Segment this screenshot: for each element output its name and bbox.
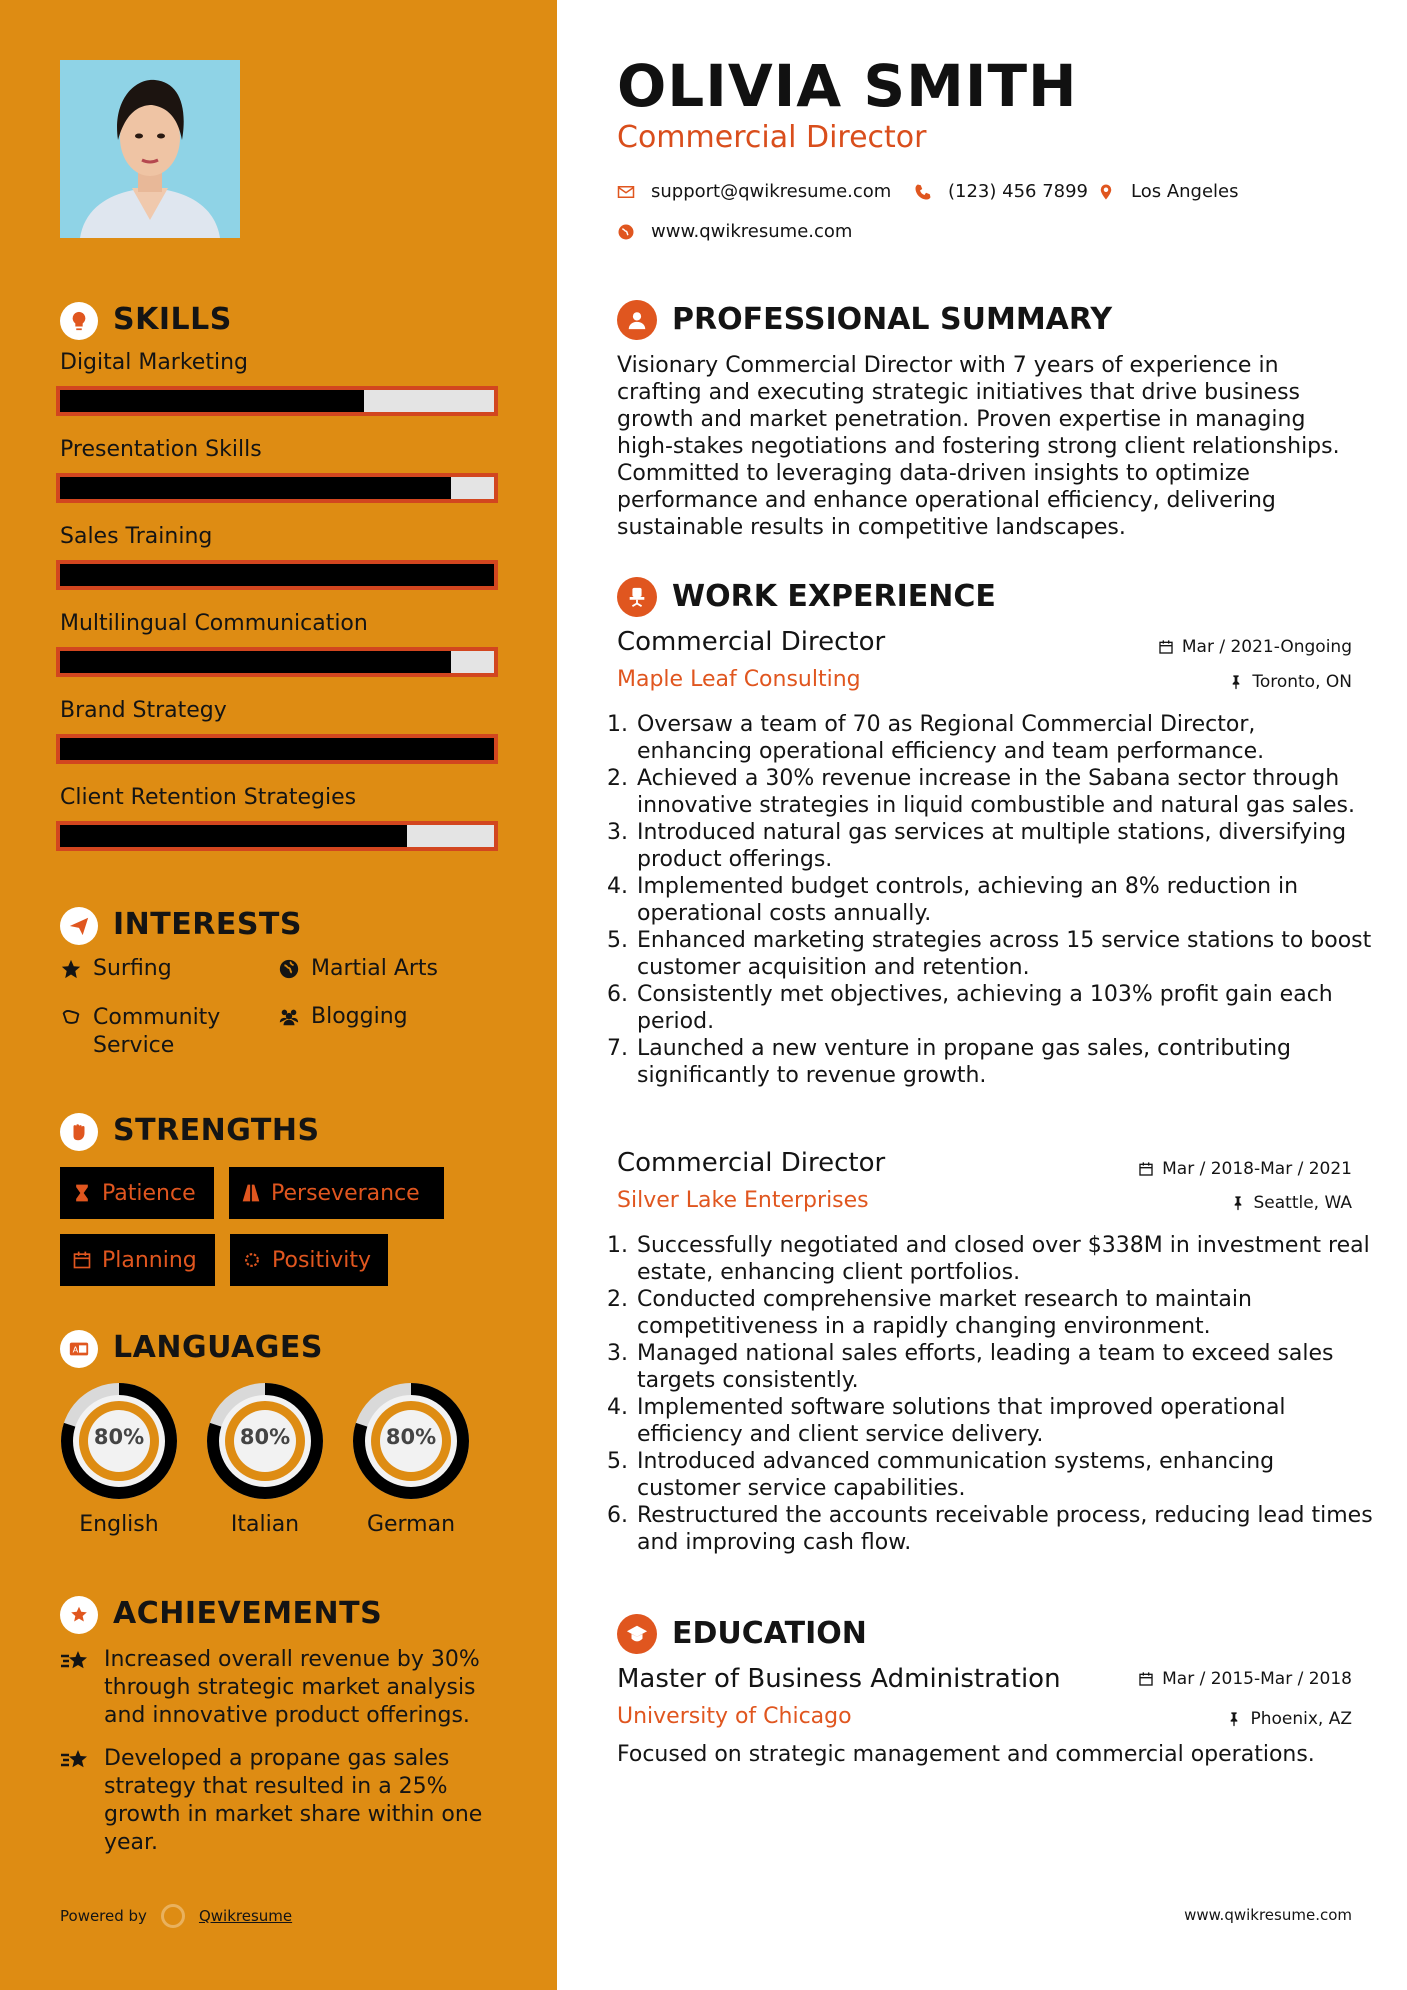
strength-label: Patience xyxy=(102,1180,196,1206)
job-location-text: Toronto, ON xyxy=(1252,672,1352,692)
phone-icon xyxy=(914,183,932,201)
skill-name: Presentation Skills xyxy=(60,437,262,462)
achievement-text: Developed a propane gas sales strategy that resulted in a 25% growth in market share within one year. xyxy=(104,1746,483,1855)
list-item: 3. Managed national sales efforts, leading a team to exceed sales targets consistently. xyxy=(635,1340,1375,1394)
pushpin-icon xyxy=(1228,674,1244,690)
star-badge-icon xyxy=(68,1604,90,1626)
language-percent: 80% xyxy=(239,1425,291,1449)
achievement-text: Increased overall revenue by 30% through strategic market analysis and innovative product offerings. xyxy=(104,1647,480,1728)
translate-icon xyxy=(68,1338,90,1360)
list-item: 1. Successfully negotiated and closed over $338M in investment real estate, enhancing client portfolios. xyxy=(635,1232,1375,1286)
skill-name: Digital Marketing xyxy=(60,350,248,375)
calendar-icon xyxy=(1138,1671,1154,1687)
phone-text: (123) 456 7899 xyxy=(948,181,1089,202)
graduation-cap-icon xyxy=(626,1623,648,1645)
languages-section-icon xyxy=(60,1330,98,1368)
interest-item xyxy=(60,956,172,982)
list-item: 6. Restructured the accounts receivable process, reducing lead times and improving cash flow. xyxy=(635,1502,1375,1556)
skill-bar-fill xyxy=(60,477,451,499)
envelope-icon xyxy=(617,183,635,201)
skill-bar-fill xyxy=(60,738,494,760)
language-name: German xyxy=(366,1512,456,1537)
strength-badge xyxy=(230,1234,388,1286)
lightbulb-icon xyxy=(68,310,90,332)
sun-icon xyxy=(242,1250,262,1270)
language-ring xyxy=(350,1380,472,1502)
job-dates-text: Mar / 2018-Mar / 2021 xyxy=(1162,1159,1352,1179)
education-description: Focused on strategic management and commercial operations. xyxy=(617,1742,1315,1767)
location-text: Los Angeles xyxy=(1131,181,1239,202)
pushpin-icon xyxy=(1230,1195,1246,1211)
strength-label: Planning xyxy=(102,1247,197,1273)
skills-section-icon xyxy=(60,302,98,340)
calendar-icon xyxy=(72,1250,92,1270)
powered-by xyxy=(60,1904,292,1928)
languages-title: LANGUAGES xyxy=(113,1330,323,1365)
skill-name: Multilingual Communication xyxy=(60,611,368,636)
language-ring xyxy=(58,1380,180,1502)
achievements-section-icon xyxy=(60,1596,98,1634)
job-dates xyxy=(1138,1159,1352,1179)
paper-plane-icon xyxy=(68,915,90,937)
contact-phone[interactable] xyxy=(914,181,1088,202)
education-dates-text: Mar / 2015-Mar / 2018 xyxy=(1162,1669,1352,1689)
skill-name: Sales Training xyxy=(60,524,213,549)
candidate-role: Commercial Director xyxy=(617,120,927,155)
contact-location xyxy=(1097,181,1239,202)
language-item xyxy=(58,1380,180,1537)
education-location-text: Phoenix, AZ xyxy=(1250,1709,1352,1729)
users-icon xyxy=(278,1006,302,1030)
list-item: 3. Introduced natural gas services at multiple stations, diversifying product offerings. xyxy=(635,819,1375,873)
job-company: Silver Lake Enterprises xyxy=(617,1188,869,1213)
office-chair-icon xyxy=(626,586,648,608)
email-text: support@qwikresume.com xyxy=(651,181,892,202)
skill-bar xyxy=(56,734,498,764)
strengths-section-icon xyxy=(60,1113,98,1151)
map-pin-icon xyxy=(1097,183,1115,201)
achievement-item xyxy=(60,1745,500,1857)
fist-icon xyxy=(68,1121,90,1143)
interest-label: Surfing xyxy=(93,956,172,981)
language-item xyxy=(350,1380,472,1537)
calendar-icon xyxy=(1138,1161,1154,1177)
education-title: EDUCATION xyxy=(672,1616,867,1651)
list-item: 4. Implemented budget controls, achieving an 8% reduction in operational costs annually. xyxy=(635,873,1375,927)
skill-bar xyxy=(56,821,498,851)
list-item: 7. Launched a new venture in propane gas sales, contributing significantly to revenue growth. xyxy=(635,1035,1375,1089)
svg-text:A: A xyxy=(72,1344,79,1355)
list-item: 1. Oversaw a team of 70 as Regional Commercial Director, enhancing operational efficiency and team performance. xyxy=(635,711,1375,765)
skill-bar-fill xyxy=(60,390,364,412)
qwikresume-link[interactable]: Qwikresume xyxy=(198,1907,293,1925)
interest-label: Community Service xyxy=(93,1005,221,1058)
hand-icon xyxy=(60,1006,84,1030)
language-ring xyxy=(204,1380,326,1502)
skill-bar-fill xyxy=(60,564,494,586)
globe-icon xyxy=(617,223,635,241)
job-location-text: Seattle, WA xyxy=(1253,1193,1352,1213)
strength-badge xyxy=(60,1167,214,1219)
skill-bar xyxy=(56,386,498,416)
road-icon xyxy=(241,1183,261,1203)
language-item xyxy=(204,1380,326,1537)
skills-title: SKILLS xyxy=(113,302,232,337)
skill-bar xyxy=(56,473,498,503)
skill-bar-fill xyxy=(60,651,451,673)
degree-title: Master of Business Administration xyxy=(617,1664,1061,1694)
skill-bar xyxy=(56,560,498,590)
calendar-icon xyxy=(1158,639,1174,655)
interest-item xyxy=(278,956,438,982)
strength-label: Positivity xyxy=(272,1247,372,1273)
job-responsibilities xyxy=(617,1232,1375,1556)
skill-name: Brand Strategy xyxy=(60,698,227,723)
profile-photo xyxy=(60,60,240,238)
star-icon xyxy=(60,958,84,982)
contact-website[interactable] xyxy=(617,221,852,242)
list-item: 5. Enhanced marketing strategies across 15 service stations to boost customer acquisition and retention. xyxy=(635,927,1375,981)
job-title: Commercial Director xyxy=(617,627,886,657)
experience-section-icon xyxy=(617,577,657,617)
interests-section-icon xyxy=(60,907,98,945)
skill-bar xyxy=(56,647,498,677)
strengths-title: STRENGTHS xyxy=(113,1113,320,1148)
education-section-icon xyxy=(617,1614,657,1654)
achievement-item xyxy=(60,1646,500,1730)
list-item: 6. Consistently met objectives, achieving a 103% profit gain each period. xyxy=(635,981,1375,1035)
language-percent: 80% xyxy=(93,1425,145,1449)
pushpin-icon xyxy=(1226,1711,1242,1727)
language-percent: 80% xyxy=(385,1425,437,1449)
language-name: English xyxy=(79,1512,159,1537)
contact-email[interactable] xyxy=(617,181,891,202)
candidate-name: OLIVIA SMITH xyxy=(617,52,1078,120)
interest-label: Blogging xyxy=(311,1004,408,1029)
list-item: 4. Implemented software solutions that improved operational efficiency and client service delivery. xyxy=(635,1394,1375,1448)
list-item: 2. Achieved a 30% revenue increase in the Sabana sector through innovative strategies in liquid combustible and natural gas sales. xyxy=(635,765,1375,819)
skill-name: Client Retention Strategies xyxy=(60,785,357,810)
job-dates-text: Mar / 2021-Ongoing xyxy=(1181,637,1352,657)
shooting-star-icon xyxy=(60,1648,94,1678)
experience-title: WORK EXPERIENCE xyxy=(672,579,996,614)
interest-item xyxy=(60,1004,250,1060)
interest-item xyxy=(278,1004,408,1030)
language-name: Italian xyxy=(230,1512,300,1537)
education-dates xyxy=(1138,1669,1352,1689)
interest-label: Martial Arts xyxy=(311,956,439,981)
job-location xyxy=(1230,1193,1353,1213)
summary-title: PROFESSIONAL SUMMARY xyxy=(672,302,1113,337)
list-item: 2. Conducted comprehensive market research to maintain competitiveness in a rapidly changing environment. xyxy=(635,1286,1375,1340)
powered-by-label: Powered by xyxy=(60,1907,147,1925)
job-company: Maple Leaf Consulting xyxy=(617,667,861,692)
footer-website-link[interactable]: www.qwikresume.com xyxy=(1184,1906,1352,1924)
globe-icon xyxy=(278,958,302,982)
school-name: University of Chicago xyxy=(617,1704,852,1729)
sidebar xyxy=(0,0,557,1990)
user-icon xyxy=(626,309,648,331)
summary-text: Visionary Commercial Director with 7 years of experience in crafting and executing strategic initiatives that drive business growth and market penetration. Proven expertise in managing high-stakes negotiations and fostering strong client relationships. Committed to leveraging data-driven insights to optimize performance and enhance operational efficiency, delivering sustainable results in competitive landscapes. xyxy=(617,353,1340,540)
shooting-star-icon xyxy=(60,1747,94,1777)
strength-label: Perseverance xyxy=(271,1180,420,1206)
strength-badge xyxy=(229,1167,444,1219)
job-title: Commercial Director xyxy=(617,1148,886,1178)
summary-section-icon xyxy=(617,300,657,340)
qwikresume-logo-icon xyxy=(161,1904,185,1928)
hourglass-icon xyxy=(72,1183,92,1203)
interests-title: INTERESTS xyxy=(113,907,302,942)
skill-bar-fill xyxy=(60,825,407,847)
main-content xyxy=(557,0,1407,1990)
strength-badge xyxy=(60,1234,215,1286)
job-responsibilities xyxy=(617,711,1375,1089)
education-location xyxy=(1226,1709,1352,1729)
job-dates xyxy=(1158,637,1352,657)
list-item: 5. Introduced advanced communication systems, enhancing customer service capabilities. xyxy=(635,1448,1375,1502)
achievements-title: ACHIEVEMENTS xyxy=(113,1596,383,1631)
job-location xyxy=(1228,672,1352,692)
website-text: www.qwikresume.com xyxy=(651,221,853,242)
